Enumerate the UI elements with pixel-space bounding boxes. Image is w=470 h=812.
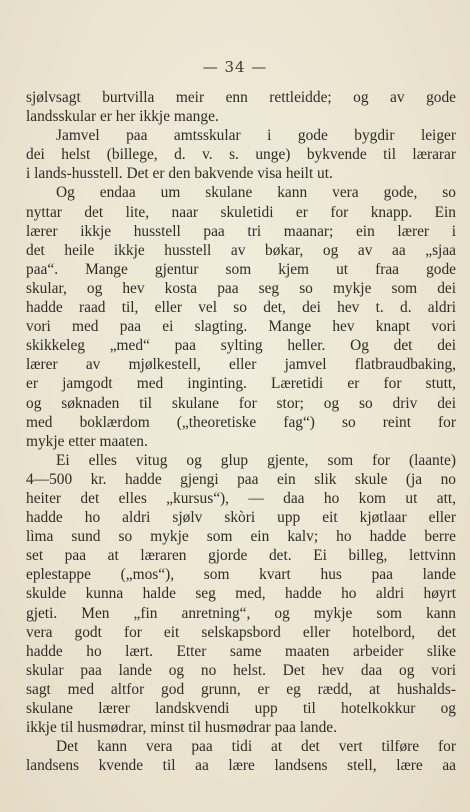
body-text <box>26 88 456 775</box>
text-line: vera godt for eit selskapsbord eller hotelbord, det <box>26 623 456 641</box>
text-line: lìma sund so mykje som ein kalv; ho hadde berre <box>26 528 456 546</box>
text-line: landsskular er her ikkje mange. <box>26 108 219 126</box>
text-line: Ei elles vitug og glup gjente, som for (laante) <box>56 451 456 469</box>
text-line: landsens kvende til aa lære landsens stell, lære aa <box>26 757 456 775</box>
text-line: sagt med altfor god grunn, er eg rædd, at hushalds- <box>26 680 456 698</box>
text-line: mykje etter maaten. <box>26 432 148 450</box>
text-line: hadde ho aldri sjølv skòri upp eit kjøtlaar eller <box>26 509 456 527</box>
text-line: skular, og hev kosta paa seg so mykje som dei <box>26 279 456 297</box>
text-line: paa“. Mange gjentur som kjem ut fraa gode <box>26 260 456 278</box>
page-number: — 34 — <box>202 58 268 76</box>
text-line: vori med paa ei slagting. Mange hev knapt vori <box>26 318 456 336</box>
text-line: skular paa lande og no helst. Det hev daa og vori <box>26 661 456 679</box>
text-line: dei helst (billege, d. v. s. unge) bykvende til lærarar <box>26 146 456 164</box>
text-line: ikkje til husmødrar, minst til husmødrar paa lande. <box>26 719 337 737</box>
text-line: lærer av mjølkestell, eller jamvel flatbraudbaking, <box>26 356 456 374</box>
text-line: sjølvsagt burtvilla meir enn rettleidde; og av gode <box>26 89 456 106</box>
text-line: med boklærdom („theoretiske fag“) so reint for <box>26 413 456 431</box>
text-line: det heile ikkje husstell av bøkar, og av aa „sjaa <box>26 241 456 259</box>
text-line: hadde ho lært. Etter same maaten arbeider slike <box>26 642 456 660</box>
text-line: 4—500 kr. hadde gjengi paa ein slik skule (ja no <box>26 470 456 488</box>
text-line: heiter det elles „kursus“), — daa ho kom ut att, <box>26 489 456 507</box>
text-line: er jamgodt med inginting. Læretidi er for stutt, <box>26 375 456 393</box>
text-line: lærer ikkje husstell paa tri maanar; ein lærer i <box>26 222 456 240</box>
text-line: skulde kunna halde seg med, hadde ho aldri høyrt <box>26 585 456 603</box>
text-line: gjeti. Men „fin anretning“, og mykje som kann <box>26 604 456 622</box>
text-line: i lands-husstell. Det er den bakvende visa heilt ut. <box>26 165 333 183</box>
text-line: Og endaa um skulane kann vera gode, so <box>56 184 456 202</box>
text-line: og søknaden til skulane for stor; og so driv dei <box>26 394 456 412</box>
text-line: set paa at læraren gjorde det. Ei billeg, lettvinn <box>26 547 456 565</box>
text-line: Jamvel paa amtsskular i gode bygdir leiger <box>56 127 456 145</box>
text-line: Det kann vera paa tidi at det vert tilføre for <box>56 738 456 756</box>
text-line: skulane lærer landskvendi upp til hotelkokkur og <box>26 700 456 717</box>
text-line: skikkeleg „med“ paa sylting heller. Og det dei <box>26 337 456 355</box>
text-line: eplestappe („mos“), som kvart hus paa lande <box>26 566 456 584</box>
text-line: hadde raad til, eller vel so det, dei hev t. d. aldri <box>26 299 456 317</box>
text-line: nyttar det lite, naar skuletidi er for knapp. Ein <box>26 203 456 221</box>
